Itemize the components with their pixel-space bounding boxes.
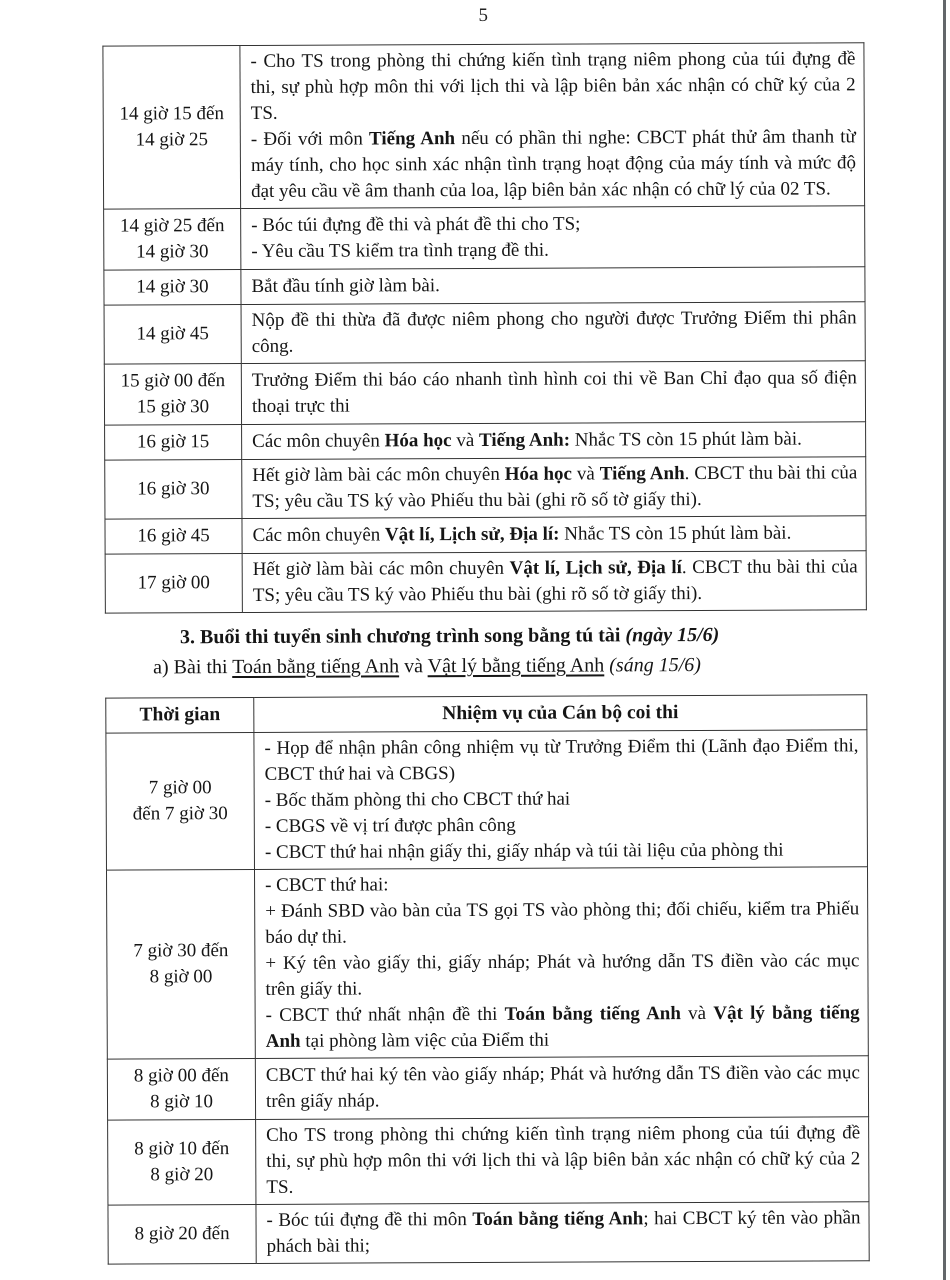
text-segment: nếu có phần thi nghe: CBCT phát thử âm thanh từ máy tính, cho học sinh xác nhận tình trạng hoạt động của máy tính và mức độ đạt yêu cầu về âm thanh của loa, lập biên bản xác nhận có chữ lý của 02 TS.: [250, 126, 856, 202]
text-segment: - Cho TS trong phòng thi chứng kiến tình trạng niêm phong của túi đựng đề thi, sự phù hợp môn thi với lịch thi và lập biên bản xác nhận có chữ ký của 2 TS.: [250, 48, 856, 124]
table-row: [105, 422, 866, 460]
duty-cell: [242, 422, 866, 460]
section-heading: [180, 621, 867, 651]
text-segment: - CBCT thứ hai nhận giấy thi, giấy nháp và túi tài liệu của phòng thi: [264, 839, 784, 863]
table-row: [107, 1056, 868, 1120]
text-segment: + Ký tên vào giấy thi, giấy nháp; Phát và hướng dẫn TS điền vào các mục trên giấy thi.: [265, 950, 860, 1000]
duty-paragraph: [252, 365, 857, 420]
text-segment: và: [680, 1002, 714, 1025]
time-line: 8 giờ 00 đến: [133, 1065, 229, 1087]
text-segment: Hóa học: [384, 430, 452, 452]
text-segment: ; hai CBCT ký tên vào phần phách bài thi;: [266, 1207, 861, 1257]
duty-cell: [241, 206, 865, 270]
duty-paragraph: [265, 811, 859, 840]
time-line: đến 7 giờ 30: [132, 803, 228, 825]
duty-paragraph: [251, 236, 856, 265]
text-segment: Tiếng Anh:: [478, 429, 571, 451]
table-row: [105, 516, 866, 554]
afternoon-exam-schedule-table: [102, 42, 866, 613]
morning-table-body: [106, 730, 869, 1264]
text-segment: Cho TS trong phòng thi chứng kiến tình trạng niêm phong của túi đựng đề thi, sự phù hợp môn thi với lịch thi và lập biên bản xác nhận có chữ ký của 2 TS.: [266, 1122, 861, 1198]
text-segment: Nhắc TS còn 15 phút làm bài.: [559, 522, 792, 545]
duty-cell: [242, 551, 866, 613]
time-cell: [105, 425, 242, 461]
text-segment: - Bóc túi đựng đề thi môn: [266, 1209, 473, 1231]
duty-column-header: Nhiệm vụ của Cán bộ coi thi: [254, 695, 867, 733]
table-row: [106, 730, 868, 870]
table-row: [104, 302, 865, 364]
page-number: 5: [478, 4, 489, 26]
time-cell: [107, 869, 256, 1059]
time-line: 15 giờ 00 đến: [120, 370, 226, 392]
text-segment: Các môn chuyên: [252, 524, 386, 546]
duty-cell: [242, 457, 866, 519]
table-row: [105, 457, 866, 519]
duty-paragraph: [251, 124, 856, 205]
text-segment: Hết giờ làm bài các môn chuyên: [252, 557, 510, 580]
table-row: [107, 867, 869, 1059]
duty-paragraph: [266, 1000, 860, 1055]
text-segment: Bắt đầu tính giờ làm bài.: [251, 275, 440, 297]
duty-cell: [255, 1056, 868, 1120]
time-line: 16 giờ 45: [137, 525, 210, 547]
time-cell: [108, 1119, 256, 1205]
time-line: 14 giờ 15 đến: [119, 103, 224, 125]
text-segment: Hóa học: [504, 463, 573, 485]
subsection-heading: [153, 651, 867, 681]
text-segment: Toán bằng tiếng Anh: [504, 1003, 681, 1025]
text-segment: Trưởng Điểm thi báo cáo nhanh tình hình coi thi về Ban Chỉ đạo qua số điện thoại trực thi: [251, 367, 857, 417]
duty-paragraph: [265, 837, 859, 866]
text-segment: và: [451, 429, 480, 452]
duty-paragraph: [251, 210, 856, 239]
text-segment: Tiếng Anh: [368, 128, 456, 150]
text-segment: - Đối với môn: [250, 128, 370, 150]
table-row: [108, 1202, 869, 1264]
duty-cell: [254, 730, 868, 870]
time-line: 7 giờ 30 đến: [133, 940, 229, 962]
header-row: [106, 695, 867, 733]
table-row: [104, 267, 865, 305]
time-line: 14 giờ 25: [135, 129, 209, 151]
page-content: [102, 0, 870, 1265]
duty-cell: [241, 267, 865, 305]
duty-paragraph: [252, 305, 857, 360]
time-line: 14 giờ 30: [136, 276, 209, 298]
text-segment: và: [399, 655, 428, 678]
text-segment: tại phòng làm việc của Điểm thi: [300, 1029, 550, 1052]
text-segment: - CBCT thứ nhất nhận đề thi: [265, 1003, 505, 1026]
duty-cell: [254, 867, 868, 1059]
text-segment: - Bốc thăm phòng thi cho CBCT thứ hai: [264, 788, 571, 811]
time-line: 14 giờ 30: [136, 241, 209, 263]
duty-cell: [256, 1202, 869, 1264]
time-column-header: Thời gian: [106, 697, 254, 733]
text-segment: Vật lí, Lịch sử, Địa lí: [509, 557, 682, 579]
time-line: 7 giờ 00: [148, 777, 212, 799]
duty-paragraph: [252, 426, 857, 455]
time-cell: [104, 270, 241, 306]
text-segment: . CBCT thu bài thi của TS; yêu cầu TS ký vào Phiếu thu bài (ghi rõ số tờ giấy thi).: [252, 556, 858, 606]
table-row: [103, 43, 865, 209]
text-segment: - CBGS về vị trí được phân công: [264, 814, 516, 837]
duty-paragraph: [252, 520, 857, 549]
time-cell: [105, 519, 242, 555]
text-segment: (sáng 15/6): [609, 654, 701, 677]
duty-paragraph: [265, 948, 859, 1003]
text-segment: Nộp đề thi thừa đã được niêm phong cho người được Trưởng Điểm thi phân công.: [251, 307, 857, 357]
text-segment: Vật lý bằng tiếng Anh: [265, 1002, 860, 1052]
duty-paragraph: [252, 460, 857, 515]
table-row: [108, 1117, 869, 1205]
duty-cell: [242, 516, 866, 554]
duty-paragraph: [265, 896, 859, 951]
time-cell: [108, 1204, 256, 1264]
text-segment: Vật lý bằng tiếng Anh: [427, 654, 605, 678]
text-segment: CBCT thứ hai ký tên vào giấy nháp; Phát và hướng dẫn TS điền vào các mục trên giấy nháp.: [265, 1062, 860, 1112]
text-segment: và: [571, 463, 600, 485]
text-segment: - Bóc túi đựng đề thi và phát đề thi cho TS;: [251, 213, 581, 236]
time-line: 14 giờ 25 đến: [119, 215, 225, 237]
table-row: [104, 361, 865, 425]
text-segment: - CBCT thứ hai:: [265, 874, 389, 896]
duty-cell: [241, 302, 865, 364]
text-segment: Toán bằng tiếng Anh: [472, 1208, 644, 1231]
text-segment: - Họp để nhận phân công nhiệm vụ từ Trưởng Điểm thi (Lãnh đạo Điểm thi, CBCT thứ hai và CBGS): [264, 735, 859, 785]
time-line: 14 giờ 45: [136, 323, 209, 345]
text-segment: . CBCT thu bài thi của TS; yêu cầu TS ký vào Phiếu thu bài (ghi rõ số tờ giấy thi).: [252, 462, 858, 512]
duty-paragraph: [266, 1060, 860, 1115]
duty-paragraph: [253, 554, 858, 609]
time-line: 8 giờ 10 đến: [134, 1138, 230, 1160]
morning-table-head: [106, 695, 867, 733]
time-cell: [103, 46, 241, 210]
duty-cell: [240, 43, 865, 209]
duty-paragraph: [265, 785, 859, 814]
time-cell: [105, 554, 242, 614]
time-cell: [106, 732, 255, 870]
text-segment: a) Bài thi: [153, 656, 233, 679]
time-cell: [105, 460, 242, 520]
text-segment: Vật lí, Lịch sử, Địa lí:: [384, 523, 560, 546]
time-line: 17 giờ 00: [137, 572, 210, 594]
time-cell: [104, 305, 241, 365]
text-segment: + Đánh SBD vào bàn của TS gọi TS vào phòng thi; đối chiếu, kiểm tra Phiếu báo dự thi.: [265, 898, 860, 948]
text-segment: 3. Buổi thi tuyển sinh chương trình song bằng tú tài: [179, 624, 626, 649]
time-cell: [104, 209, 241, 271]
duty-paragraph: [266, 1120, 860, 1201]
text-segment: - Yêu cầu TS kiểm tra tình trạng đề thi.: [251, 239, 549, 262]
text-segment: Các môn chuyên: [252, 430, 385, 452]
duty-paragraph: [265, 870, 859, 899]
text-segment: Toán bằng tiếng Anh: [232, 655, 400, 679]
time-cell: [104, 364, 241, 426]
duty-cell: [256, 1117, 869, 1205]
duty-cell: [241, 361, 865, 425]
time-line: 15 giờ 30: [136, 396, 210, 418]
duty-paragraph: [251, 271, 856, 300]
duty-paragraph: [264, 733, 858, 788]
text-segment: Tiếng Anh: [599, 463, 685, 485]
time-line: 8 giờ 20 đến: [134, 1223, 230, 1245]
table-row: [105, 551, 866, 613]
duty-paragraph: [266, 1205, 860, 1260]
text-segment: Hết giờ làm bài các môn chuyên: [252, 463, 505, 486]
table-row: [104, 206, 865, 270]
time-line: 8 giờ 00: [149, 966, 213, 988]
time-cell: [107, 1058, 255, 1120]
text-segment: Nhắc TS còn 15 phút làm bài.: [569, 428, 802, 451]
time-line: 16 giờ 15: [136, 431, 210, 453]
time-line: 16 giờ 30: [137, 478, 210, 500]
afternoon-table-body: [103, 43, 866, 613]
morning-exam-schedule-table: [105, 694, 869, 1264]
text-segment: (ngày 15/6): [625, 623, 720, 647]
duty-paragraph: [250, 46, 855, 127]
time-line: 8 giờ 20: [150, 1164, 214, 1186]
time-line: 8 giờ 10: [150, 1091, 213, 1113]
